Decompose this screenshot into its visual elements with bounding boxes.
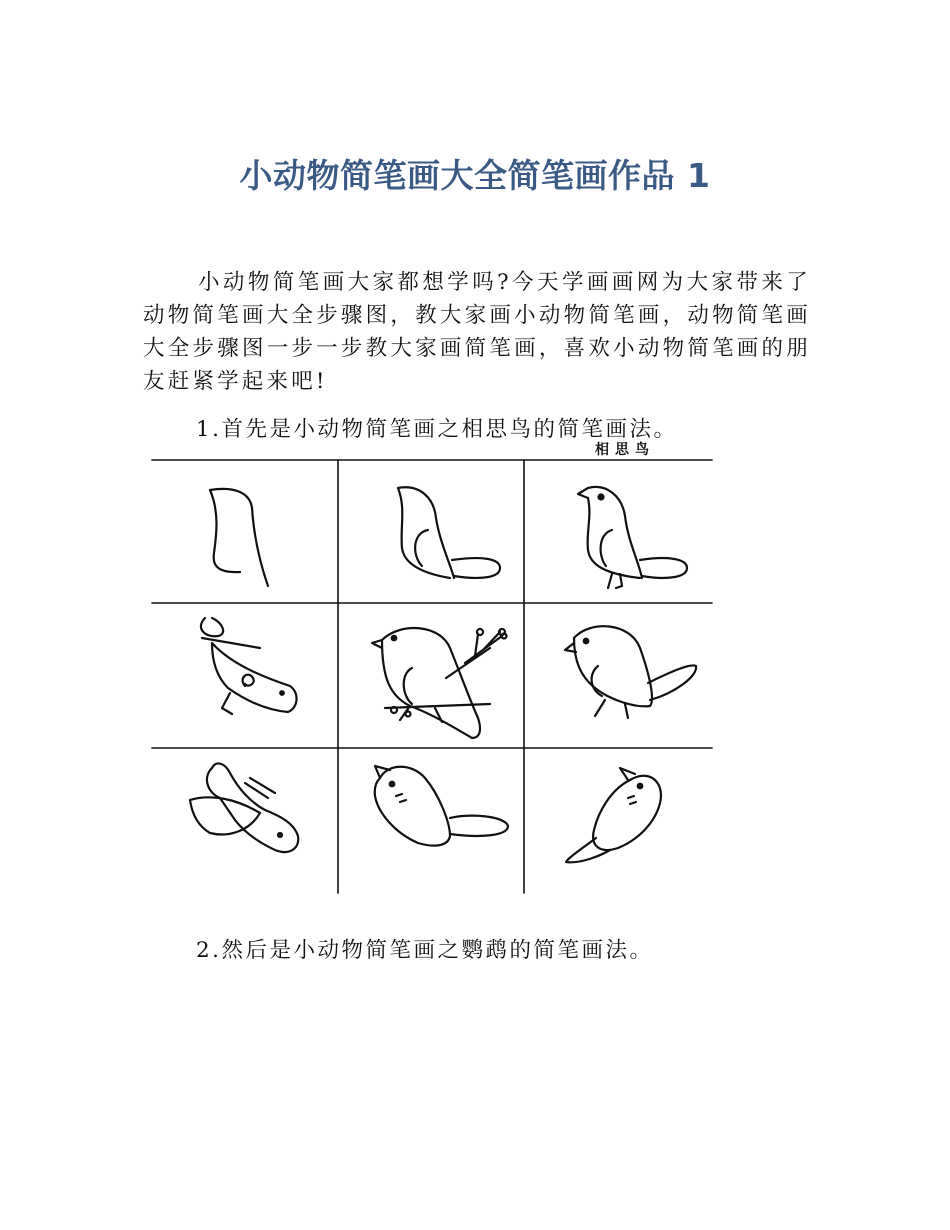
figure-label: 相思鸟 xyxy=(595,442,655,458)
bird-step-9 xyxy=(566,768,661,862)
page-title: 小动物简笔画大全简笔画作品 1 xyxy=(239,156,711,195)
bird-step-2 xyxy=(398,487,500,578)
bird-step-4 xyxy=(201,618,297,714)
bird-step-5 xyxy=(372,628,507,738)
bird-step-3 xyxy=(578,487,687,588)
bird-step-1 xyxy=(210,489,268,586)
step-2-text: 2.然后是小动物简笔画之鹦鹉的简笔画法。 xyxy=(196,937,654,963)
bird-step-6 xyxy=(565,626,696,718)
bird-step-7 xyxy=(190,763,298,852)
bird-step-8 xyxy=(375,766,508,846)
bird-drawing-steps-image xyxy=(150,438,715,895)
grid-lines xyxy=(152,460,712,893)
step-1-text: 1.首先是小动物简笔画之相思鸟的简笔画法。 xyxy=(196,416,678,442)
intro-paragraph: 小动物简笔画大家都想学吗?今天学画画网为大家带来了动物简笔画大全步骤图，教大家画小动物简笔画，动物简笔画大全步骤图一步一步教大家画简笔画，喜欢小动物简笔画的朋友赶紧学起来吧! xyxy=(143,269,811,394)
